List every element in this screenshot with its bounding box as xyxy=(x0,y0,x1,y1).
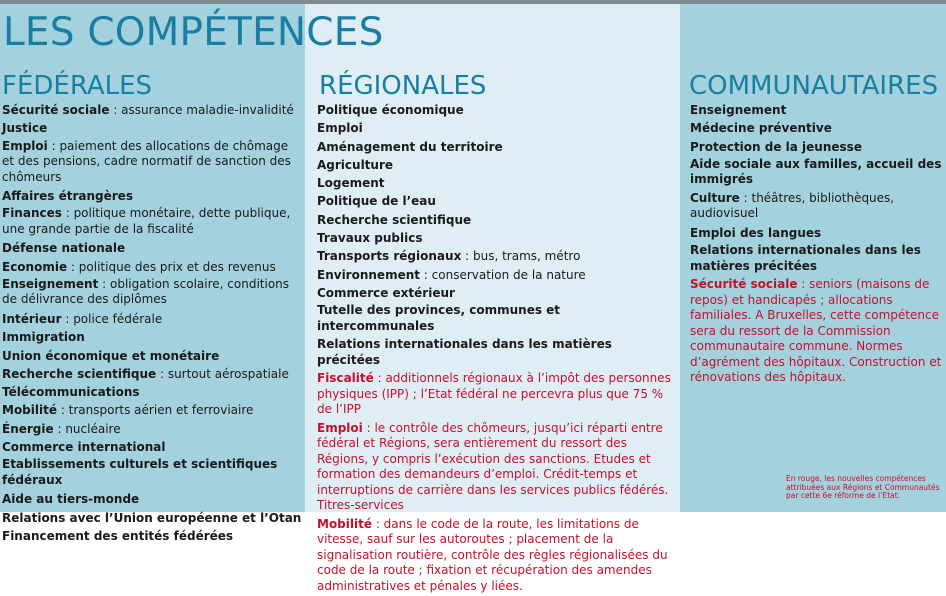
list-item xyxy=(317,266,673,284)
list-item xyxy=(690,190,942,224)
list-item xyxy=(2,490,302,508)
list-federales xyxy=(2,101,302,545)
item-detail: : seniors (maisons de repos) et handicapés ; allocations familiales. A Bruxelles, cette compétence sera du ressort de la Commission communautaire commune. Normes d’agrément des hôpitaux. Construction et rénovations des hôpitaux. xyxy=(690,277,942,385)
item-term: Relations avec l’Union européenne et l’Otan xyxy=(2,510,302,525)
list-item xyxy=(690,276,942,388)
item-term: Union économique et monétaire xyxy=(2,348,220,363)
list-item xyxy=(2,205,302,239)
item-detail: : politique des prix et des revenus xyxy=(67,259,276,274)
item-term: Télécommunications xyxy=(2,385,140,400)
item-term: Fiscalité xyxy=(317,371,374,386)
item-term: Politique de l’eau xyxy=(317,194,436,209)
item-term: Emploi xyxy=(317,420,363,435)
item-detail: : obligation scolaire, conditions de délivrance des diplômes xyxy=(2,276,290,307)
item-term: Aide sociale aux familles, accueil des immigrés xyxy=(690,156,942,187)
list-item xyxy=(317,284,673,302)
item-term: Transports régionaux xyxy=(317,249,462,264)
item-term: Tutelle des provinces, communes et intercommunales xyxy=(317,303,561,333)
item-term: Intérieur xyxy=(2,311,62,326)
item-term: Recherche scientifique xyxy=(317,212,472,227)
item-term: Commerce extérieur xyxy=(317,285,455,300)
item-term: Sécurité sociale xyxy=(2,103,110,117)
list-item xyxy=(317,336,673,370)
item-term: Economie xyxy=(2,259,68,274)
list-item xyxy=(2,527,302,545)
item-term: Mobilité xyxy=(2,403,57,418)
list-item xyxy=(690,242,942,276)
list-item xyxy=(2,328,302,346)
item-detail: : assurance maladie-invalidité xyxy=(109,103,294,117)
item-term: Mobilité xyxy=(317,516,372,531)
item-detail: : police fédérale xyxy=(61,311,163,326)
list-item xyxy=(2,401,302,419)
list-item xyxy=(317,420,673,516)
list-item xyxy=(2,456,302,490)
item-detail: : politique monétaire, dette publique, une grande partie de la fiscalité xyxy=(2,206,291,236)
item-term: Aide au tiers-monde xyxy=(2,492,140,507)
list-item xyxy=(317,211,673,229)
list-item xyxy=(2,138,302,188)
item-detail: : théâtres, bibliothèques, audiovisuel xyxy=(690,190,895,221)
item-detail: : surtout aérospatiale xyxy=(156,366,289,381)
list-item xyxy=(2,276,302,310)
list-item xyxy=(690,101,942,119)
list-item xyxy=(690,119,942,137)
item-term: Enseignement xyxy=(2,276,99,291)
item-term: Emploi xyxy=(2,138,48,153)
list-item xyxy=(2,365,302,383)
list-regionales xyxy=(317,101,673,596)
heading-regionales: RÉGIONALES xyxy=(319,71,487,101)
item-detail: : nucléaire xyxy=(53,421,121,436)
item-term: Relations internationales dans les matières précitées xyxy=(690,243,921,273)
item-term: Énergie xyxy=(2,421,54,436)
item-detail: : conservation de la nature xyxy=(419,267,586,282)
list-item xyxy=(317,229,673,247)
item-term: Finances xyxy=(2,206,62,221)
item-term: Agriculture xyxy=(317,157,394,172)
item-detail: : le contrôle des chômeurs, jusqu’ici réparti entre fédéral et Régions, sera entièrement du ressort des Régions, y compris l’exécution des sanctions. Etudes et formation des demandeurs d’emploi. Crédit-temps et interruptions de carrière dans les services publics fédérés. Titres-services xyxy=(317,420,669,513)
item-term: Défense nationale xyxy=(2,241,126,256)
item-term: Environnement xyxy=(317,267,420,282)
page-title: LES COMPÉTENCES xyxy=(3,10,384,55)
list-item xyxy=(317,174,673,192)
list-communautaires xyxy=(690,101,942,388)
list-item xyxy=(317,156,673,174)
item-term: Justice xyxy=(2,121,48,136)
item-detail: : transports aérien et ferroviaire xyxy=(57,403,254,418)
list-item xyxy=(690,138,942,156)
list-item xyxy=(2,310,302,328)
item-term: Logement xyxy=(317,176,385,191)
item-term: Emploi des langues xyxy=(690,225,822,240)
list-item xyxy=(2,187,302,205)
list-item xyxy=(317,101,673,119)
list-item xyxy=(317,516,673,596)
item-detail: : dans le code de la route, les limitations de vitesse, sauf sur les autoroutes ; placement de la signalisation routière, contrôle des règles régionalisées du code de la route ; fixation et récupération des amendes administratives et pénales y liées. xyxy=(317,516,668,593)
list-item xyxy=(317,192,673,210)
list-item xyxy=(690,156,942,190)
list-item xyxy=(690,224,942,242)
list-item xyxy=(317,370,673,420)
item-term: Commerce international xyxy=(2,440,166,455)
item-term: Médecine préventive xyxy=(690,121,832,136)
item-term: Emploi xyxy=(317,121,363,136)
item-term: Relations internationales dans les matières précitées xyxy=(317,337,612,367)
item-detail: : bus, trams, métro xyxy=(461,249,581,264)
list-item xyxy=(2,347,302,365)
list-item xyxy=(2,420,302,438)
list-item xyxy=(2,119,302,137)
list-item xyxy=(2,101,302,119)
item-term: Protection de la jeunesse xyxy=(690,139,862,154)
list-item xyxy=(2,438,302,456)
item-term: Etablissements culturels et scientifiques fédéraux xyxy=(2,457,278,487)
footnote: En rouge, les nouvelles compétences attribuées aux Régions et Communautés par cette 6e réforme de l’Etat. xyxy=(786,474,940,501)
item-term: Enseignement xyxy=(690,103,787,117)
item-term: Financement des entités fédérées xyxy=(2,528,234,543)
item-term: Culture xyxy=(690,190,740,205)
item-term: Sécurité sociale xyxy=(690,277,798,292)
item-term: Recherche scientifique xyxy=(2,366,157,381)
list-item xyxy=(317,138,673,156)
list-item xyxy=(317,302,673,336)
item-term: Aménagement du territoire xyxy=(317,139,503,154)
item-detail: : additionnels régionaux à l’impôt des personnes physiques (IPP) ; l’Etat fédéral ne percevra plus que 75 % de l’IPP xyxy=(317,371,671,417)
item-term: Politique économique xyxy=(317,103,464,117)
heading-communautaires: COMMUNAUTAIRES xyxy=(689,71,939,101)
item-term: Immigration xyxy=(2,330,85,345)
list-item xyxy=(2,258,302,276)
list-item xyxy=(2,239,302,257)
list-item xyxy=(2,509,302,527)
list-item xyxy=(2,383,302,401)
list-item xyxy=(317,119,673,137)
heading-federales: FÉDÉRALES xyxy=(2,71,153,101)
item-detail: : paiement des allocations de chômage et des pensions, cadre normatif de sanction des chômeurs xyxy=(2,138,291,184)
item-term: Travaux publics xyxy=(317,231,423,246)
item-term: Affaires étrangères xyxy=(2,189,133,204)
list-item xyxy=(317,247,673,265)
